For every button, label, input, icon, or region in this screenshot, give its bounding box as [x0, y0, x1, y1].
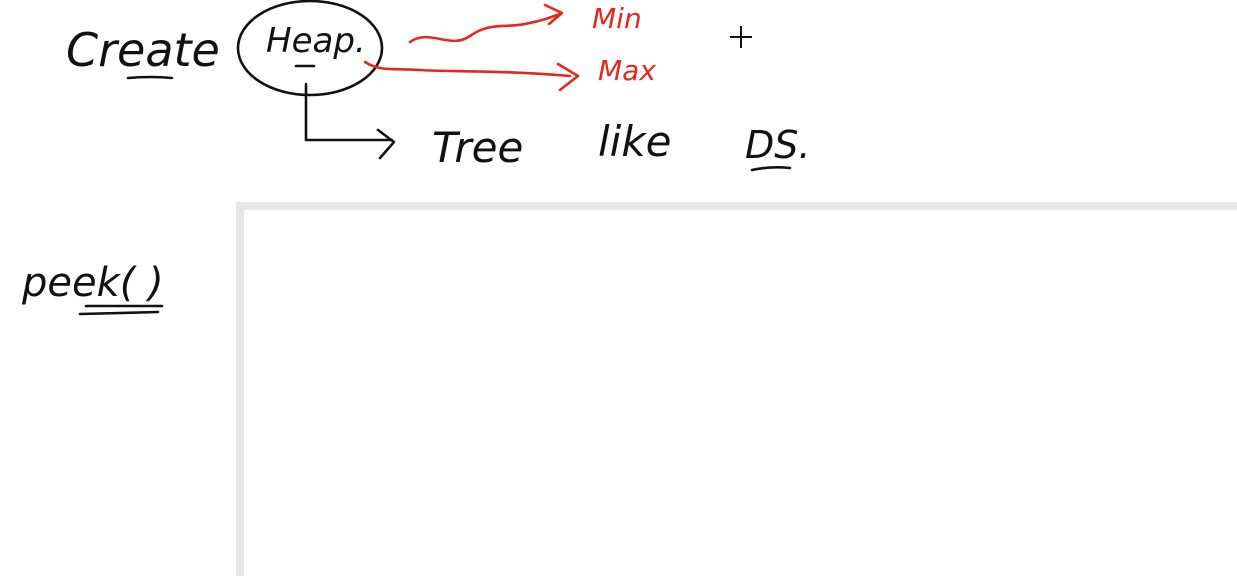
- blank-canvas-panel[interactable]: [236, 202, 1237, 576]
- crosshair-cursor-icon: [729, 25, 753, 49]
- arrow-to-min-head: [545, 5, 562, 24]
- arrow-to-min: [410, 14, 560, 42]
- ds-underline: [752, 167, 790, 170]
- note-max: Max: [598, 54, 656, 87]
- note-tree: Tree: [432, 123, 524, 172]
- note-like: like: [598, 117, 672, 166]
- peek-underline-2: [80, 312, 158, 314]
- note-ds: DS.: [745, 123, 811, 167]
- heap-to-tree-arrowhead: [378, 130, 394, 158]
- create-underline: [128, 77, 172, 78]
- note-create: Create: [66, 23, 220, 77]
- note-min: Min: [592, 2, 642, 35]
- arrow-to-max: [365, 62, 570, 76]
- note-peek: peek( ): [22, 260, 164, 306]
- note-heap: Heap.: [266, 21, 366, 61]
